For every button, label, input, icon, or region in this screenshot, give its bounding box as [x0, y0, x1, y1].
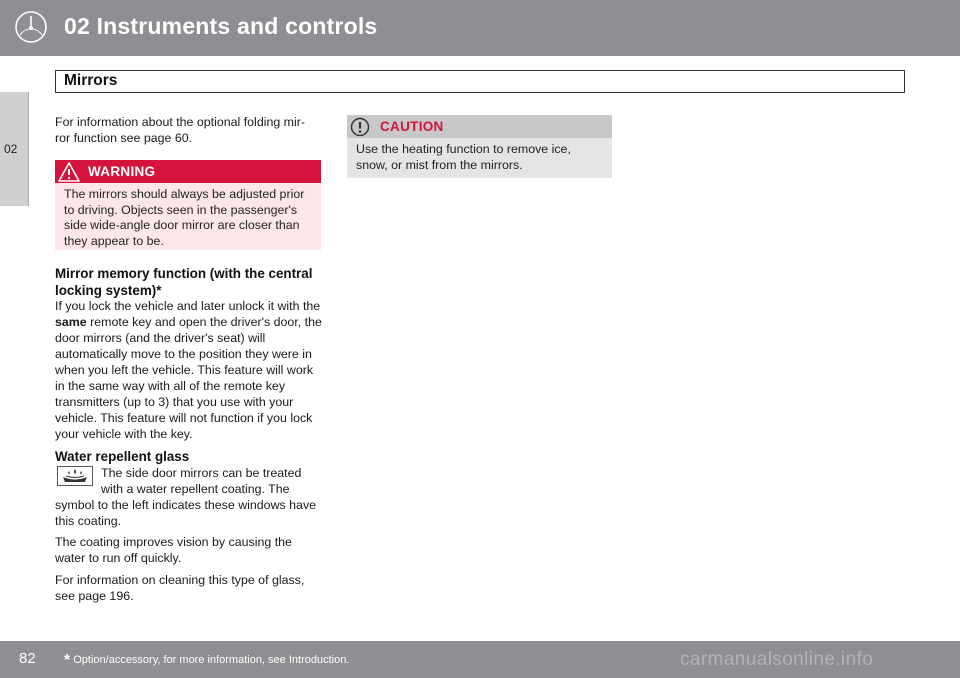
- gauge-icon: [14, 10, 48, 44]
- section-title: Mirrors: [64, 72, 118, 89]
- cleaning-paragraph: For information on cleaning this type of glass, see page 196.: [55, 573, 305, 603]
- memory-text-bold: same: [55, 315, 87, 329]
- footnote-star: *: [64, 652, 71, 669]
- memory-text: [55, 298, 325, 442]
- page-number: 82: [19, 650, 36, 667]
- warning-triangle-icon: [58, 162, 80, 182]
- chapter-side-tab: [0, 92, 29, 206]
- warning-header: [55, 160, 321, 183]
- chapter-header: [0, 0, 960, 56]
- memory-heading: Mirror memory function (with the central locking system)*: [55, 266, 313, 298]
- warning-label: WARNING: [88, 164, 156, 179]
- warning-text: The mirrors should always be adjusted prior to driving. Objects seen in the passenger's side wide-angle door mirror are closer than they appear to be.: [64, 187, 305, 248]
- intro-line-2: ror function see page 60.: [55, 131, 193, 145]
- memory-text-before: If you lock the vehicle and later unlock it with the: [55, 299, 321, 313]
- watermark: carmanualsonline.info: [680, 649, 874, 670]
- warning-box: [55, 160, 321, 250]
- caution-box: [347, 115, 612, 178]
- chapter-title: 02 Instruments and controls: [64, 13, 378, 39]
- side-tab-label: 02: [4, 142, 18, 156]
- footnote: [64, 652, 349, 670]
- caution-text: Use the heating function to remove ice, snow, or mist from the mirrors.: [356, 142, 571, 172]
- intro-line-1: For information about the optional folding mir-: [55, 115, 306, 129]
- coating-paragraph: The coating improves vision by causing the water to run off quickly.: [55, 535, 292, 565]
- water-text-side: The side door mirrors can be treated with a water repellent coating. The: [101, 466, 302, 496]
- caution-header: [347, 115, 612, 138]
- intro-paragraph: [55, 114, 321, 146]
- caution-label: CAUTION: [380, 119, 444, 134]
- caution-exclamation-icon: [350, 117, 370, 137]
- water-repellent-glass-icon: [57, 466, 93, 486]
- footnote-text: Option/accessory, for more information, see Introduction.: [73, 654, 350, 666]
- section-bar: [55, 70, 905, 93]
- memory-text-after: remote key and open the driver's door, the door mirrors (and the driver's seat) will automatically move to the position they were in when you left the vehicle. This feature will work in the same way with all of the remote key transmitters (up to 3) that you use with your vehicle. This feature will not function if you lock your vehicle with the key.: [55, 315, 322, 441]
- water-text-below: symbol to the left indicates these windows have this coating.: [55, 498, 317, 528]
- water-heading: Water repellent glass: [55, 449, 190, 464]
